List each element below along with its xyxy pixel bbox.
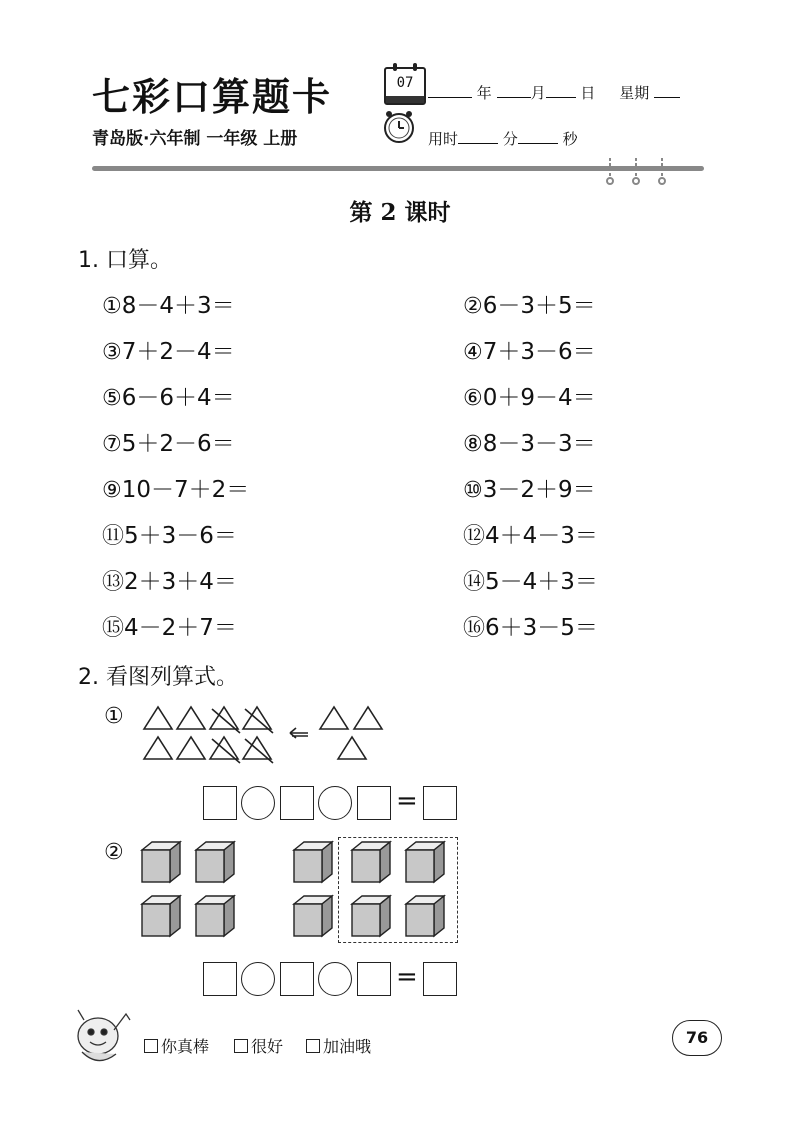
- triangle-icon: [144, 737, 172, 759]
- cubes-figure: [138, 838, 448, 942]
- cube-icon: [142, 896, 180, 936]
- second-blank[interactable]: [518, 129, 558, 144]
- calc-item-14: ⑭5－4＋3＝: [463, 569, 598, 595]
- calendar-number: 07: [396, 75, 414, 91]
- answer-box[interactable]: [203, 786, 237, 820]
- answer-box[interactable]: [280, 962, 314, 996]
- calc-item-2: ②6－3＋5＝: [463, 293, 596, 319]
- date-line: [428, 82, 680, 103]
- calendar-icon: [384, 67, 426, 105]
- calc-item-6: ⑥0＋9－4＝: [463, 385, 596, 411]
- arrow-left-icon: [290, 728, 308, 738]
- cube-icon: [406, 842, 444, 882]
- page-number: 76: [672, 1020, 722, 1056]
- answer-box[interactable]: [203, 962, 237, 996]
- calc-item-13: ⑬2＋3＋4＝: [102, 569, 237, 595]
- calc-item-5: ⑤6－6＋4＝: [102, 385, 235, 411]
- checkbox-icon[interactable]: [306, 1039, 320, 1053]
- question-1-title: 1. 口算。: [78, 248, 172, 273]
- part-2-number: ②: [104, 840, 124, 865]
- time-line: [428, 128, 578, 149]
- calc-item-15: ⑮4－2＋7＝: [102, 615, 237, 641]
- operator-circle[interactable]: [318, 962, 352, 996]
- rating-option-3[interactable]: 加油哦: [306, 1034, 371, 1057]
- calc-item-10: ⑩3－2＋9＝: [463, 477, 596, 503]
- binder-pins-icon: [600, 156, 680, 186]
- triangles-figure: [140, 703, 400, 765]
- cube-icon: [196, 842, 234, 882]
- year-label: 年: [476, 84, 492, 102]
- month-label: 月: [530, 84, 546, 102]
- rating-option-1[interactable]: 你真棒: [144, 1034, 209, 1057]
- rating-option-2[interactable]: 很好: [234, 1034, 283, 1057]
- calc-item-16: ⑯6＋3－5＝: [463, 615, 598, 641]
- answer-box[interactable]: [357, 962, 391, 996]
- calc-item-12: ⑫4＋4－3＝: [463, 523, 598, 549]
- weekday-label: 星期: [619, 84, 650, 102]
- operator-circle[interactable]: [318, 786, 352, 820]
- month-blank[interactable]: [497, 83, 531, 98]
- edition-subtitle: 青岛版·六年制 一年级 上册: [92, 129, 298, 149]
- cube-icon: [196, 896, 234, 936]
- cube-icon: [294, 842, 332, 882]
- triangle-icon: [177, 707, 205, 729]
- mascot-icon: [70, 1006, 134, 1072]
- answer-box[interactable]: [280, 786, 314, 820]
- triangle-icon: [177, 737, 205, 759]
- clock-icon: [382, 110, 416, 144]
- equals-sign: =: [396, 786, 418, 816]
- day-blank[interactable]: [546, 83, 576, 98]
- minute-blank[interactable]: [458, 129, 498, 144]
- year-blank[interactable]: [428, 83, 472, 98]
- minute-label: 分: [502, 130, 518, 148]
- operator-circle[interactable]: [241, 786, 275, 820]
- cube-icon: [294, 896, 332, 936]
- triangle-icon: [354, 707, 382, 729]
- answer-box[interactable]: [357, 786, 391, 820]
- operator-circle[interactable]: [241, 962, 275, 996]
- calc-item-1: ①8－4＋3＝: [102, 293, 235, 319]
- day-label: 日: [580, 84, 596, 102]
- time-label: 用时: [428, 130, 459, 148]
- lesson-title: 第 2 课时: [349, 199, 451, 226]
- cube-icon: [406, 896, 444, 936]
- brand-title: 七彩口算题卡: [92, 75, 333, 119]
- equals-sign: =: [396, 962, 418, 992]
- calc-item-4: ④7＋3－6＝: [463, 339, 596, 365]
- question-2-title: 2. 看图列算式。: [78, 665, 238, 690]
- cube-icon: [352, 842, 390, 882]
- result-box[interactable]: [423, 962, 457, 996]
- part-1-number: ①: [104, 704, 124, 729]
- triangle-icon: [320, 707, 348, 729]
- result-box[interactable]: [423, 786, 457, 820]
- second-label: 秒: [562, 130, 578, 148]
- calc-item-7: ⑦5＋2－6＝: [102, 431, 235, 457]
- triangle-icon: [338, 737, 366, 759]
- calc-item-8: ⑧8－3－3＝: [463, 431, 596, 457]
- calc-item-11: ⑪5＋3－6＝: [102, 523, 237, 549]
- cube-icon: [142, 842, 180, 882]
- weekday-blank[interactable]: [654, 83, 680, 98]
- cube-icon: [352, 896, 390, 936]
- calc-item-3: ③7＋2－4＝: [102, 339, 235, 365]
- triangle-icon: [144, 707, 172, 729]
- calc-item-9: ⑨10－7＋2＝: [102, 477, 250, 503]
- checkbox-icon[interactable]: [144, 1039, 158, 1053]
- checkbox-icon[interactable]: [234, 1039, 248, 1053]
